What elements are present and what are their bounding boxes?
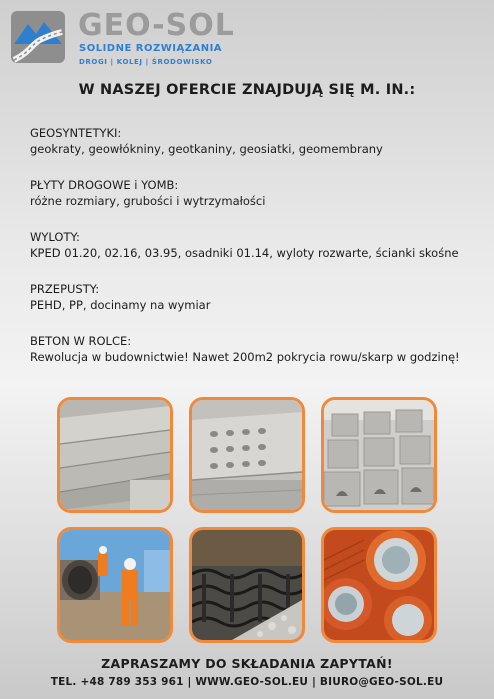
logo	[10, 10, 240, 70]
section-text: KPED 01.20, 02.16, 03.95, osadniki 01.14, wyloty rozwarte, ścianki skośne	[30, 246, 459, 260]
brand-name: GEO-SOL	[78, 8, 235, 43]
section-text: Rewolucja w budownictwie! Nawet 200m2 pokrycia rowu/skarp w godzinę!	[30, 350, 460, 364]
road-mountain-icon	[10, 10, 66, 64]
photo-outlet-elements	[321, 397, 437, 513]
section-geosyntetyki	[30, 125, 470, 157]
section-plyty	[30, 177, 470, 209]
brand-sub: DROGI | KOLEJ | ŚRODOWISKO	[79, 58, 213, 66]
section-title: GEOSYNTETYKI:	[30, 126, 122, 140]
section-text: PEHD, PP, docinamy na wymiar	[30, 298, 211, 312]
photo-yomb-slabs	[189, 397, 305, 513]
page-title: W NASZEJ OFERCIE ZNAJDUJĄ SIĘ M. IN.:	[78, 82, 416, 98]
footer-contacts: TEL. +48 789 353 961 | WWW.GEO-SOL.EU | BIURO@GEO-SOL.EU	[50, 676, 444, 688]
footer-cta: ZAPRASZAMY DO SKŁADANIA ZAPYTAŃ!	[101, 656, 393, 671]
section-beton	[30, 333, 470, 365]
section-text: geokraty, geowłókniny, geotkaniny, geosiatki, geomembrany	[30, 142, 383, 156]
photo-road-slabs	[57, 397, 173, 513]
section-title: WYLOTY:	[30, 230, 80, 244]
photo-geogrid	[189, 527, 305, 643]
section-text: różne rozmiary, grubości i wytrzymałości	[30, 194, 266, 208]
section-przepusty	[30, 281, 470, 313]
section-title: PRZEPUSTY:	[30, 282, 100, 296]
photo-corrugated-pipes	[321, 527, 437, 643]
section-title: BETON W ROLCE:	[30, 334, 132, 348]
section-title: PŁYTY DROGOWE i YOMB:	[30, 178, 179, 192]
section-wyloty	[30, 229, 470, 261]
photo-workers-pipe	[57, 527, 173, 643]
brand-tagline: SOLIDNE ROZWIĄZANIA	[79, 43, 223, 54]
